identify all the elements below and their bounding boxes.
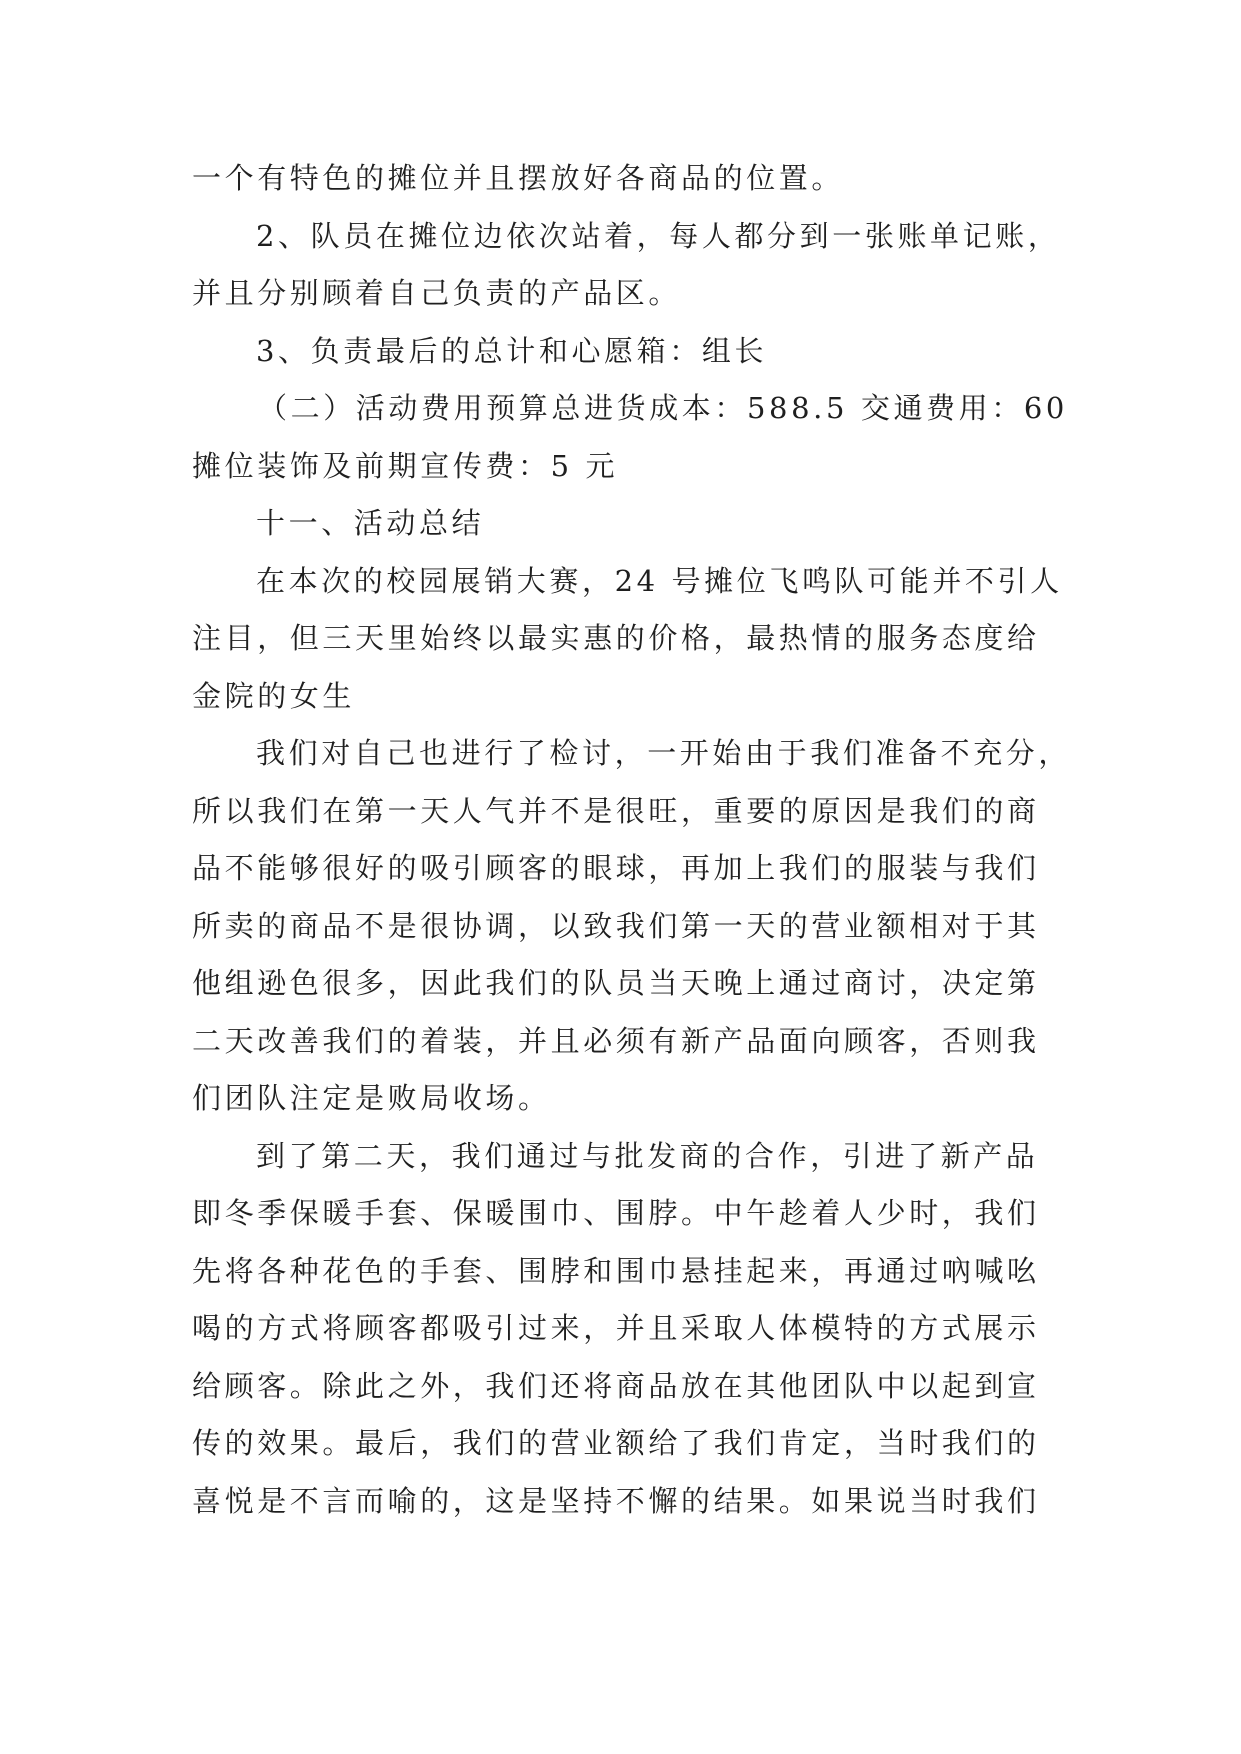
text-line: 们团队注定是败局收场。 [192, 1081, 551, 1115]
text-line: 2、队员在摊位边依次站着，每人都分到一张账单记账， [256, 218, 1061, 253]
text-line: 并且分别顾着自己负责的产品区。 [192, 276, 682, 310]
text-line: 二天改善我们的着装，并且必须有新产品面向顾客，否则我 [192, 1023, 1040, 1058]
text-line: 注目，但三天里始终以最实惠的价格，最热情的服务态度给 [192, 621, 1040, 655]
text-line: 他组逊色很多，因此我们的队员当天晚上通过商讨，决定第 [192, 966, 1040, 1000]
text-line: 3、负责最后的总计和心愿箱：组长 [256, 333, 768, 368]
text-line: （二）活动费用预算总进货成本：588.5 交通费用：60 [258, 391, 1068, 425]
text-line: 先将各种花色的手套、围脖和围巾悬挂起来，再通过吶喊吆 [192, 1253, 1040, 1288]
text-line: 到了第二天，我们通过与批发商的合作，引进了新产品 [256, 1138, 1039, 1173]
text-line: 传的效果。最后，我们的营业额给了我们肯定，当时我们的 [192, 1426, 1040, 1460]
document-body [192, 150, 1072, 1530]
text-line: 一个有特色的摊位并且摆放好各商品的位置。 [192, 161, 845, 195]
text-line: 在本次的校园展销大赛，24 号摊位飞鸣队可能并不引人 [256, 563, 1063, 598]
text-line: 所以我们在第一天人气并不是很旺，重要的原因是我们的商 [192, 793, 1040, 828]
text-line: 金院的女生 [192, 678, 356, 713]
text-line: 摊位装饰及前期宣传费：5 元 [192, 448, 619, 483]
text-line: 品不能够很好的吸引顾客的眼球，再加上我们的服装与我们 [192, 851, 1040, 885]
text-line: 给顾客。除此之外，我们还将商品放在其他团队中以起到宣 [192, 1368, 1040, 1403]
section-heading: 十一、活动总结 [256, 506, 485, 540]
text-line: 我们对自己也进行了检讨，一开始由于我们准备不充分， [256, 736, 1072, 770]
text-line: 所卖的商品不是很协调，以致我们第一天的营业额相对于其 [192, 908, 1040, 943]
text-line: 即冬季保暖手套、保暖围巾、围脖。中午趁着人少时，我们 [192, 1196, 1040, 1230]
text-line: 喝的方式将顾客都吸引过来，并且采取人体模特的方式展示 [192, 1311, 1040, 1345]
text-line: 喜悦是不言而喻的，这是坚持不懈的结果。如果说当时我们 [192, 1483, 1040, 1518]
